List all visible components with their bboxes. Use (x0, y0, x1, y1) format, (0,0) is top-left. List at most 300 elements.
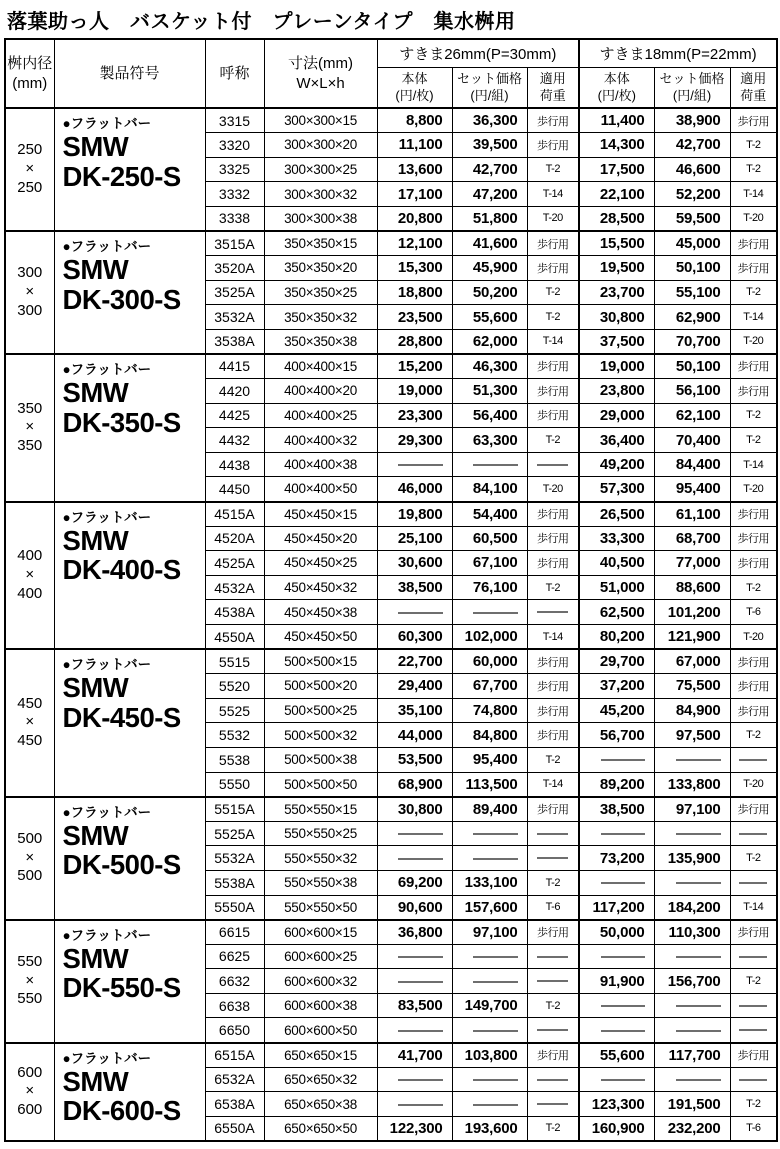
body-price-18-cell: 30,800 (579, 305, 654, 330)
set-price-18-cell (654, 944, 730, 969)
body-price-26-cell (377, 1092, 452, 1117)
no-value-dash (398, 1104, 442, 1106)
set-price-18-cell: 46,600 (654, 157, 730, 182)
no-value-dash (473, 956, 517, 958)
set-price-26-cell: 46,300 (452, 354, 527, 379)
set-price-18-cell: 70,700 (654, 329, 730, 354)
load-18-cell (730, 747, 777, 772)
size-cell: 400×400×50 (264, 477, 377, 502)
body-price-18-cell (579, 1018, 654, 1043)
body-price-26-cell: 29,400 (377, 674, 452, 699)
load-26-cell: T-2 (527, 428, 579, 453)
header-product-code: 製品符号 (54, 39, 205, 108)
no-value-dash (398, 858, 442, 860)
header-name: 呼称 (205, 39, 264, 108)
product-code-cell (54, 502, 205, 650)
body-price-26-cell: 23,300 (377, 403, 452, 428)
set-price-18-cell: 191,500 (654, 1092, 730, 1117)
body-price-26-cell: 12,100 (377, 231, 452, 256)
set-price-18-cell: 56,100 (654, 379, 730, 404)
load-18-cell: 歩行用 (730, 551, 777, 576)
name-cell: 4532A (205, 575, 264, 600)
no-value-dash (676, 1079, 721, 1081)
body-price-26-cell: 90,600 (377, 895, 452, 920)
load-18-cell: 歩行用 (730, 797, 777, 822)
size-cell: 550×550×32 (264, 846, 377, 871)
set-price-26-cell: 74,800 (452, 698, 527, 723)
load-18-cell: 歩行用 (730, 231, 777, 256)
no-value-dash (473, 981, 517, 983)
body-price-26-cell: 36,800 (377, 920, 452, 945)
set-price-18-cell: 121,900 (654, 624, 730, 649)
load-26-cell: T-20 (527, 477, 579, 502)
no-value-dash (473, 833, 517, 835)
header-load-26-line1: 適用 (539, 71, 566, 87)
name-cell: 4432 (205, 428, 264, 453)
load-18-cell: T-14 (730, 305, 777, 330)
load-18-cell: T-6 (730, 1116, 777, 1141)
no-value-dash (537, 833, 568, 835)
name-cell: 5515A (205, 797, 264, 822)
body-price-26-cell: 68,900 (377, 772, 452, 797)
set-price-18-cell: 84,900 (654, 698, 730, 723)
load-18-cell: 歩行用 (730, 698, 777, 723)
set-price-18-cell: 184,200 (654, 895, 730, 920)
no-value-dash (398, 956, 442, 958)
load-26-cell: 歩行用 (527, 526, 579, 551)
name-cell: 6550A (205, 1116, 264, 1141)
size-cell: 300×300×20 (264, 133, 377, 158)
load-18-cell: 歩行用 (730, 920, 777, 945)
name-cell: 3520A (205, 256, 264, 281)
body-price-26-cell: 23,500 (377, 305, 452, 330)
body-price-26-cell (377, 846, 452, 871)
set-price-26-cell: 84,100 (452, 477, 527, 502)
load-18-cell: T-2 (730, 723, 777, 748)
name-cell: 4450 (205, 477, 264, 502)
load-18-cell: T-6 (730, 600, 777, 625)
body-price-26-cell: 19,800 (377, 502, 452, 527)
header-group-26mm: すきま26mm(P=30mm) (377, 39, 579, 68)
body-price-26-cell: 20,800 (377, 206, 452, 231)
product-code-cell (54, 1043, 205, 1141)
set-price-18-cell: 135,900 (654, 846, 730, 871)
size-cell: 550×550×38 (264, 870, 377, 895)
body-price-18-cell: 56,700 (579, 723, 654, 748)
size-cell: 400×400×20 (264, 379, 377, 404)
name-cell: 6532A (205, 1067, 264, 1092)
price-table (4, 38, 778, 1142)
diameter-cell: 350 × 350 (5, 354, 54, 502)
body-price-26-cell: 11,100 (377, 133, 452, 158)
set-price-26-cell: 47,200 (452, 182, 527, 207)
set-price-26-cell (452, 600, 527, 625)
name-cell: 4415 (205, 354, 264, 379)
body-price-26-cell: 60,300 (377, 624, 452, 649)
no-value-dash (473, 1104, 517, 1106)
set-price-26-cell (452, 821, 527, 846)
no-value-dash (601, 956, 645, 958)
set-price-26-cell: 51,300 (452, 379, 527, 404)
set-price-18-cell: 101,200 (654, 600, 730, 625)
set-price-26-cell (452, 1018, 527, 1043)
header-set-26-line1: セット価格 (456, 71, 522, 87)
set-price-26-cell: 97,100 (452, 920, 527, 945)
set-price-26-cell: 102,000 (452, 624, 527, 649)
set-price-26-cell: 67,100 (452, 551, 527, 576)
no-value-dash (601, 833, 645, 835)
set-price-18-cell: 95,400 (654, 477, 730, 502)
set-price-26-cell (452, 452, 527, 477)
body-price-26-cell (377, 1018, 452, 1043)
load-18-cell: 歩行用 (730, 649, 777, 674)
load-26-cell (527, 1018, 579, 1043)
load-18-cell: T-14 (730, 182, 777, 207)
size-cell: 450×450×32 (264, 575, 377, 600)
body-price-18-cell: 89,200 (579, 772, 654, 797)
header-body-18-line1: 本体 (603, 71, 630, 87)
no-value-dash (537, 857, 568, 859)
load-26-cell (527, 821, 579, 846)
body-price-26-cell: 29,300 (377, 428, 452, 453)
body-price-18-cell (579, 747, 654, 772)
size-cell: 650×650×38 (264, 1092, 377, 1117)
body-price-18-cell: 29,000 (579, 403, 654, 428)
no-value-dash (676, 956, 721, 958)
load-18-cell: T-2 (730, 1092, 777, 1117)
name-cell: 4520A (205, 526, 264, 551)
set-price-18-cell: 232,200 (654, 1116, 730, 1141)
size-cell: 450×450×38 (264, 600, 377, 625)
load-18-cell: 歩行用 (730, 379, 777, 404)
size-cell: 600×600×32 (264, 969, 377, 994)
size-cell: 500×500×38 (264, 747, 377, 772)
set-price-26-cell: 84,800 (452, 723, 527, 748)
load-18-cell: T-14 (730, 895, 777, 920)
load-26-cell: 歩行用 (527, 797, 579, 822)
no-value-dash (473, 858, 517, 860)
body-price-18-cell: 15,500 (579, 231, 654, 256)
set-price-26-cell: 45,900 (452, 256, 527, 281)
diameter-cell: 500 × 500 (5, 797, 54, 920)
no-value-dash (398, 1030, 442, 1032)
header-body-price-26 (377, 68, 452, 109)
load-18-cell: T-20 (730, 477, 777, 502)
load-26-cell: T-14 (527, 182, 579, 207)
table-header (5, 39, 777, 108)
set-price-18-cell: 42,700 (654, 133, 730, 158)
name-cell: 3532A (205, 305, 264, 330)
body-price-26-cell: 35,100 (377, 698, 452, 723)
body-price-18-cell: 22,100 (579, 182, 654, 207)
name-cell: 5525 (205, 698, 264, 723)
size-cell: 450×450×25 (264, 551, 377, 576)
body-price-26-cell: 30,600 (377, 551, 452, 576)
size-cell: 450×450×20 (264, 526, 377, 551)
body-price-18-cell (579, 870, 654, 895)
set-price-18-cell: 38,900 (654, 108, 730, 133)
size-cell: 600×600×15 (264, 920, 377, 945)
set-price-26-cell: 193,600 (452, 1116, 527, 1141)
name-cell: 5550A (205, 895, 264, 920)
body-price-18-cell: 51,000 (579, 575, 654, 600)
product-code-cell (54, 231, 205, 354)
no-value-dash (398, 1079, 442, 1081)
load-26-cell (527, 452, 579, 477)
set-price-18-cell: 75,500 (654, 674, 730, 699)
diameter-cell: 250 × 250 (5, 108, 54, 231)
product-code-cell (54, 649, 205, 797)
load-18-cell: T-2 (730, 846, 777, 871)
set-price-18-cell: 52,200 (654, 182, 730, 207)
no-value-dash (398, 612, 442, 614)
name-cell: 6515A (205, 1043, 264, 1068)
set-price-18-cell (654, 870, 730, 895)
no-value-dash (739, 1005, 767, 1007)
name-cell: 4525A (205, 551, 264, 576)
diameter-cell: 300 × 300 (5, 231, 54, 354)
set-price-26-cell: 63,300 (452, 428, 527, 453)
no-value-dash (739, 1029, 767, 1031)
set-price-26-cell (452, 1092, 527, 1117)
load-26-cell: T-2 (527, 870, 579, 895)
load-26-cell: 歩行用 (527, 920, 579, 945)
set-price-18-cell (654, 747, 730, 772)
load-26-cell: T-2 (527, 280, 579, 305)
header-load-18-line1: 適用 (740, 71, 767, 87)
body-price-18-cell: 55,600 (579, 1043, 654, 1068)
body-price-18-cell: 29,700 (579, 649, 654, 674)
header-size-line2: W×L×h (296, 74, 345, 92)
name-cell: 3332 (205, 182, 264, 207)
size-cell: 600×600×50 (264, 1018, 377, 1043)
size-cell: 400×400×15 (264, 354, 377, 379)
set-price-26-cell: 60,000 (452, 649, 527, 674)
body-price-26-cell: 19,000 (377, 379, 452, 404)
load-26-cell (527, 944, 579, 969)
name-cell: 4550A (205, 624, 264, 649)
header-body-26-line1: 本体 (401, 71, 428, 87)
body-price-18-cell: 36,400 (579, 428, 654, 453)
load-26-cell: 歩行用 (527, 231, 579, 256)
load-18-cell: T-20 (730, 206, 777, 231)
set-price-26-cell: 67,700 (452, 674, 527, 699)
body-price-26-cell: 69,200 (377, 870, 452, 895)
set-price-18-cell: 84,400 (654, 452, 730, 477)
flat-bar-label: ●フラットバー (62, 804, 152, 820)
header-body-18-line2: (円/枚) (597, 87, 636, 103)
load-26-cell: 歩行用 (527, 649, 579, 674)
name-cell: 3538A (205, 329, 264, 354)
name-cell: 3515A (205, 231, 264, 256)
body-price-26-cell (377, 1067, 452, 1092)
header-diameter-line2: (mm) (12, 74, 48, 92)
name-cell: 5550 (205, 772, 264, 797)
load-26-cell: T-2 (527, 305, 579, 330)
load-26-cell (527, 1092, 579, 1117)
set-price-26-cell: 60,500 (452, 526, 527, 551)
body-price-18-cell: 19,000 (579, 354, 654, 379)
body-price-26-cell: 38,500 (377, 575, 452, 600)
product-code-text: DK-600-S (62, 1095, 181, 1127)
size-cell: 300×300×38 (264, 206, 377, 231)
body-price-18-cell: 37,500 (579, 329, 654, 354)
set-price-26-cell: 55,600 (452, 305, 527, 330)
product-code-text: SMW (62, 672, 129, 704)
name-cell: 5538A (205, 870, 264, 895)
body-price-18-cell: 33,300 (579, 526, 654, 551)
set-price-26-cell: 51,800 (452, 206, 527, 231)
body-price-18-cell: 17,500 (579, 157, 654, 182)
body-price-26-cell: 8,800 (377, 108, 452, 133)
no-value-dash (537, 1103, 568, 1105)
size-cell: 600×600×38 (264, 993, 377, 1018)
set-price-26-cell: 54,400 (452, 502, 527, 527)
flat-bar-label: ●フラットバー (62, 657, 152, 673)
load-18-cell: T-14 (730, 452, 777, 477)
set-price-18-cell: 50,100 (654, 354, 730, 379)
header-set-price-18 (654, 68, 730, 109)
load-26-cell: T-2 (527, 1116, 579, 1141)
body-price-18-cell: 80,200 (579, 624, 654, 649)
body-price-26-cell: 53,500 (377, 747, 452, 772)
set-price-18-cell: 67,000 (654, 649, 730, 674)
flat-bar-label: ●フラットバー (62, 1050, 152, 1066)
name-cell: 6615 (205, 920, 264, 945)
load-26-cell: T-2 (527, 747, 579, 772)
size-cell: 450×450×50 (264, 624, 377, 649)
body-price-18-cell: 14,300 (579, 133, 654, 158)
body-price-26-cell: 15,300 (377, 256, 452, 281)
load-26-cell: 歩行用 (527, 354, 579, 379)
load-26-cell: T-14 (527, 329, 579, 354)
body-price-26-cell: 22,700 (377, 649, 452, 674)
body-price-18-cell: 49,200 (579, 452, 654, 477)
no-value-dash (398, 464, 442, 466)
no-value-dash (739, 759, 767, 761)
product-code-text: SMW (62, 524, 129, 556)
load-18-cell: T-2 (730, 969, 777, 994)
size-cell: 300×300×25 (264, 157, 377, 182)
name-cell: 3325 (205, 157, 264, 182)
product-code-text: DK-300-S (62, 283, 181, 315)
load-26-cell: T-20 (527, 206, 579, 231)
body-price-18-cell (579, 993, 654, 1018)
set-price-26-cell: 56,400 (452, 403, 527, 428)
header-load-26-line2: 荷重 (539, 87, 566, 103)
header-body-26-line2: (円/枚) (395, 87, 434, 103)
page-title: 落葉助っ人 バスケット付 プレーンタイプ 集水桝用 (7, 11, 516, 33)
body-price-26-cell: 17,100 (377, 182, 452, 207)
product-code-text: SMW (62, 1065, 129, 1097)
header-set-26-line2: (円/組) (470, 87, 509, 103)
set-price-18-cell: 88,600 (654, 575, 730, 600)
size-cell: 350×350×25 (264, 280, 377, 305)
no-value-dash (537, 611, 568, 613)
body-price-18-cell (579, 821, 654, 846)
size-cell: 450×450×15 (264, 502, 377, 527)
load-26-cell: 歩行用 (527, 698, 579, 723)
set-price-18-cell: 156,700 (654, 969, 730, 994)
set-price-18-cell: 59,500 (654, 206, 730, 231)
body-price-26-cell: 46,000 (377, 477, 452, 502)
size-cell: 500×500×25 (264, 698, 377, 723)
product-code-text: DK-400-S (62, 554, 181, 586)
product-code-text: SMW (62, 376, 129, 408)
product-code-text: DK-500-S (62, 849, 181, 881)
product-code-cell (54, 354, 205, 502)
set-price-26-cell (452, 1067, 527, 1092)
set-price-26-cell: 133,100 (452, 870, 527, 895)
set-price-26-cell: 36,300 (452, 108, 527, 133)
set-price-18-cell (654, 993, 730, 1018)
body-price-18-cell: 45,200 (579, 698, 654, 723)
size-cell: 600×600×25 (264, 944, 377, 969)
load-26-cell: T-2 (527, 157, 579, 182)
set-price-18-cell (654, 1067, 730, 1092)
diameter-cell: 550 × 550 (5, 920, 54, 1043)
set-price-18-cell (654, 1018, 730, 1043)
size-cell: 300×300×15 (264, 108, 377, 133)
body-price-18-cell: 57,300 (579, 477, 654, 502)
header-size-line1: 寸法(mm) (288, 55, 353, 72)
diameter-cell: 450 × 450 (5, 649, 54, 797)
set-price-18-cell: 50,100 (654, 256, 730, 281)
body-price-18-cell: 11,400 (579, 108, 654, 133)
no-value-dash (473, 1030, 517, 1032)
header-load-26 (527, 68, 579, 109)
load-26-cell: 歩行用 (527, 133, 579, 158)
load-18-cell: T-2 (730, 280, 777, 305)
no-value-dash (601, 759, 645, 761)
size-cell: 400×400×25 (264, 403, 377, 428)
body-price-18-cell: 91,900 (579, 969, 654, 994)
load-18-cell (730, 821, 777, 846)
no-value-dash (676, 882, 721, 884)
set-price-18-cell: 97,100 (654, 797, 730, 822)
no-value-dash (739, 882, 767, 884)
name-cell: 6650 (205, 1018, 264, 1043)
header-set-price-26 (452, 68, 527, 109)
no-value-dash (676, 759, 721, 761)
body-price-26-cell (377, 600, 452, 625)
set-price-18-cell: 70,400 (654, 428, 730, 453)
no-value-dash (537, 1029, 568, 1031)
body-price-18-cell: 26,500 (579, 502, 654, 527)
load-18-cell (730, 1067, 777, 1092)
load-26-cell: 歩行用 (527, 108, 579, 133)
body-price-26-cell: 28,800 (377, 329, 452, 354)
set-price-26-cell: 39,500 (452, 133, 527, 158)
body-price-26-cell: 25,100 (377, 526, 452, 551)
load-26-cell: 歩行用 (527, 1043, 579, 1068)
set-price-26-cell: 76,100 (452, 575, 527, 600)
size-cell: 350×350×15 (264, 231, 377, 256)
name-cell: 4438 (205, 452, 264, 477)
load-18-cell: 歩行用 (730, 354, 777, 379)
load-26-cell: T-2 (527, 993, 579, 1018)
load-26-cell: 歩行用 (527, 502, 579, 527)
load-26-cell: 歩行用 (527, 723, 579, 748)
no-value-dash (601, 882, 645, 884)
body-price-18-cell: 50,000 (579, 920, 654, 945)
no-value-dash (601, 1005, 645, 1007)
body-price-18-cell: 23,800 (579, 379, 654, 404)
body-price-26-cell: 13,600 (377, 157, 452, 182)
load-26-cell (527, 1067, 579, 1092)
size-cell: 500×500×20 (264, 674, 377, 699)
load-18-cell: 歩行用 (730, 526, 777, 551)
